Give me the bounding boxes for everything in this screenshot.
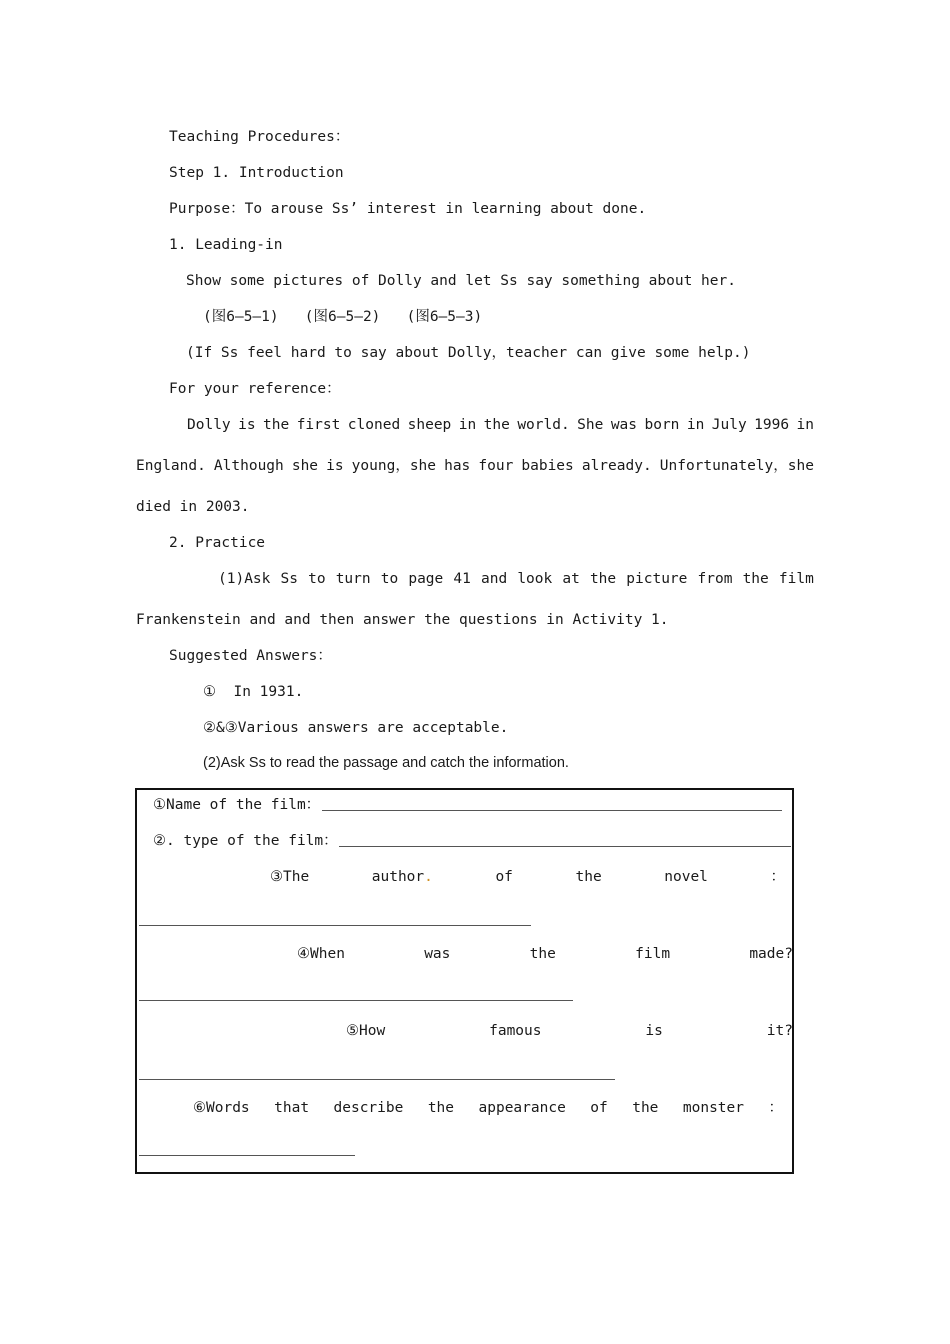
word: July [711, 417, 747, 433]
word: She [577, 417, 604, 433]
word: appearance [478, 1100, 566, 1116]
information-box [135, 788, 794, 1174]
question-film-name: ①Name of the film： [153, 797, 321, 813]
suggested-answers-heading: Suggested Answers： [169, 648, 332, 664]
word: page [408, 571, 444, 587]
figure-references: (图6—5—1) (图6—5—2) (图6—5—3) [203, 309, 483, 325]
word: at [562, 571, 580, 587]
word: four [478, 458, 514, 474]
read-passage-instruction: (2)Ask Ss to read the passage and catch the information. [203, 755, 569, 771]
answer-line-film-name[interactable] [322, 810, 782, 811]
word: is [645, 1023, 663, 1039]
show-pictures-line: Show some pictures of Dolly and let Ss say something about her. [186, 273, 736, 289]
word: the [742, 571, 769, 587]
dolly-paragraph-line-2 [136, 456, 814, 476]
word: monster [682, 1100, 744, 1116]
word: young，she [351, 458, 437, 474]
word: to [380, 571, 399, 587]
word: film [635, 946, 671, 962]
answer-2-3: ②&③Various answers are acceptable. [203, 720, 509, 736]
word: she [291, 458, 319, 474]
word: Ss [280, 571, 298, 587]
word: novel [664, 869, 708, 885]
step1-heading: Step 1. Introduction [169, 165, 344, 181]
word: Although [213, 458, 284, 474]
activity-instruction-line-1 [218, 569, 814, 589]
word: look [517, 571, 553, 587]
word: picture [626, 571, 688, 587]
word: from [697, 571, 733, 587]
word: the [632, 1100, 659, 1116]
word: was [610, 417, 638, 433]
question-film-type: ②. type of the film： [153, 833, 338, 849]
word: already. [581, 458, 652, 474]
word: author. [371, 869, 433, 885]
answer-line-film-made[interactable] [139, 1000, 573, 1001]
word: first [296, 417, 341, 433]
word: in [796, 417, 814, 433]
answer-line-novel-author[interactable] [139, 925, 531, 926]
word: ： [770, 869, 785, 885]
word: it? [766, 1023, 793, 1039]
word: babies [521, 458, 574, 474]
word: that [274, 1100, 310, 1116]
word: describe [333, 1100, 404, 1116]
word: ： [768, 1100, 783, 1116]
word: of [590, 1100, 608, 1116]
word: (1)Ask [218, 571, 271, 587]
word: made? [749, 946, 793, 962]
answer-line-film-type[interactable] [339, 846, 791, 847]
question-monster-words [193, 1098, 783, 1118]
word: is [238, 417, 256, 433]
word: born [644, 417, 680, 433]
question-novel-author [270, 867, 785, 887]
word: the [483, 417, 510, 433]
question-how-famous [346, 1021, 793, 1041]
word: world. [517, 417, 570, 433]
word: the [575, 869, 602, 885]
answer-line-monster-words[interactable] [139, 1155, 355, 1156]
word: and [480, 571, 508, 587]
word: to [308, 571, 326, 587]
word: of [495, 869, 513, 885]
word: in [686, 417, 705, 433]
word: has [444, 458, 471, 474]
answer-1: ① In 1931. [203, 684, 304, 700]
word: film [778, 571, 814, 587]
dolly-paragraph-line-3: died in 2003. [136, 499, 250, 515]
word: 41 [453, 571, 471, 587]
word: ③The [270, 869, 310, 885]
word: Dolly [187, 417, 231, 433]
word: the [427, 1100, 455, 1116]
word: cloned [347, 417, 401, 433]
word: famous [489, 1023, 542, 1039]
word: is [326, 458, 344, 474]
dolly-paragraph-line-1 [187, 415, 814, 435]
word: ⑥Words [193, 1100, 250, 1116]
word: sheep [407, 417, 452, 433]
for-reference-heading: For your reference： [169, 381, 341, 397]
word: ④When [297, 946, 345, 962]
word: Unfortunately，she [659, 458, 814, 474]
word: the [589, 571, 617, 587]
word: the [263, 417, 290, 433]
word: 1996 [754, 417, 790, 433]
help-note: (If Ss feel hard to say about Dolly，teacher can give some help.) [186, 345, 751, 361]
question-film-made [297, 944, 793, 964]
activity-instruction-line-2: Frankenstein and and then answer the questions in Activity 1. [136, 612, 669, 628]
teaching-procedures-heading: Teaching Procedures： [169, 129, 350, 145]
practice-heading: 2. Practice [169, 535, 266, 551]
leading-in-heading: 1. Leading-in [169, 237, 283, 253]
word: in [458, 417, 477, 433]
word: turn [335, 571, 371, 587]
purpose-line: Purpose：To arouse Ss’ interest in learning about done. [169, 201, 647, 217]
word: ⑤How [346, 1023, 386, 1039]
answer-line-how-famous[interactable] [139, 1079, 615, 1080]
word: was [424, 946, 451, 962]
word: England. [136, 458, 206, 474]
word: the [529, 946, 556, 962]
